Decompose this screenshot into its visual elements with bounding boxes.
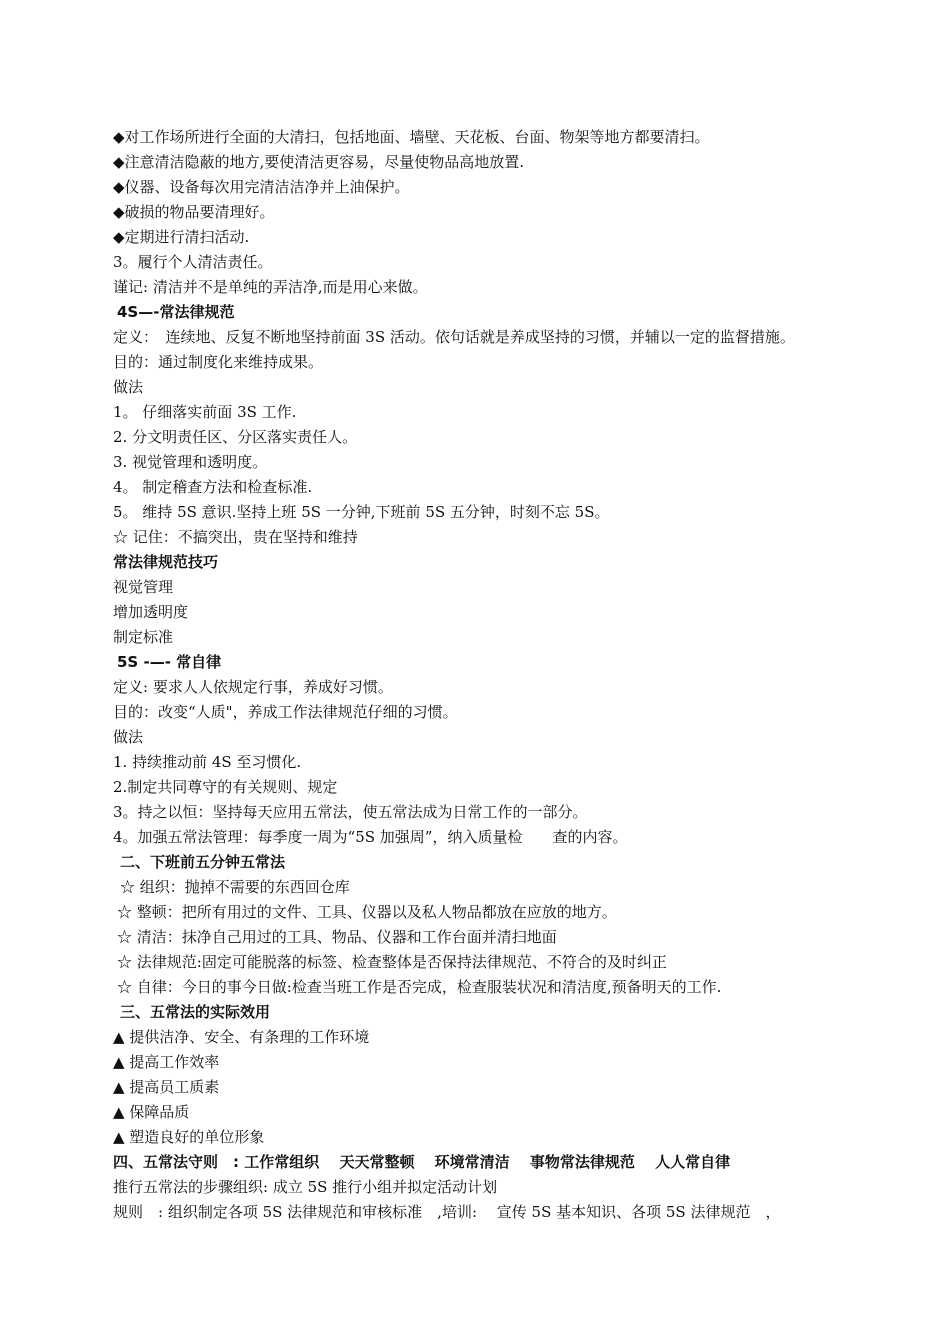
section-heading-three: 三、五常法的实际效用 xyxy=(120,1003,271,1021)
definition-4s: 定义： 连续地、反复不断地坚持前面 3S 活动。依句话就是养成坚持的习惯，并辅以一定的监督措施。 xyxy=(113,328,795,346)
list-item: 制定标准 xyxy=(113,628,174,646)
purpose-4s: 目的：通过制度化来维持成果。 xyxy=(113,353,324,371)
triangle-item: ▲ 提高工作效率 xyxy=(113,1053,220,1071)
steps-text: 推行五常法的步骤组织: 成立 5S 推行小组并拟定活动计划 xyxy=(113,1178,498,1196)
purpose-5s: 目的：改变“人质"，养成工作法律规范仔细的习惯。 xyxy=(113,703,458,721)
list-item: 3. 视觉管理和透明度。 xyxy=(113,453,268,471)
remember-note: ☆ 记住：不搞突出，贵在坚持和维持 xyxy=(113,528,358,546)
triangle-item: ▲ 提供洁净、安全、有条理的工作环境 xyxy=(113,1028,370,1046)
list-item: 2. 分文明责任区、分区落实责任人。 xyxy=(113,428,358,446)
bullet-damaged-items: ◆破损的物品要清理好。 xyxy=(113,203,275,221)
list-item: 3。持之以恒：坚持每天应用五常法，使五常法成为日常工作的一部分。 xyxy=(113,803,588,821)
skills-heading: 常法律规范技巧 xyxy=(113,553,219,571)
triangle-item: ▲ 提高员工质素 xyxy=(113,1078,220,1096)
method-label: 做法 xyxy=(113,728,144,746)
section-heading-5s: 5S -—- 常自律 xyxy=(117,653,222,671)
definition-5s: 定义: 要求人人依规定行事，养成好习惯。 xyxy=(113,678,393,696)
list-item: 4。加强五常法管理：每季度一周为“5S 加强周”，纳入质量检 查的内容。 xyxy=(113,828,628,846)
bullet-equipment: ◆仪器、设备每次用完清洁洁净并上油保护。 xyxy=(113,178,410,196)
star-item: ☆ 自律：今日的事今日做:检查当班工作是否完成，检查服装状况和清洁度,预备明天的工作. xyxy=(117,978,722,996)
method-label: 做法 xyxy=(113,378,144,396)
section-heading-four: 四、五常法守则 : 工作常组织 天天常整顿 环境常清洁 事物常法律规范 人人常自律 xyxy=(113,1153,731,1171)
bullet-hidden-places: ◆注意清洁隐蔽的地方,要使清洁更容易，尽量使物品高地放置. xyxy=(113,153,525,171)
list-item: 视觉管理 xyxy=(113,578,174,596)
star-item: ☆ 组织：抛掉不需要的东西回仓库 xyxy=(120,878,350,896)
section-heading-two: 二、下班前五分钟五常法 xyxy=(120,853,286,871)
bullet-clean-all: ◆对工作场所进行全面的大清扫，包括地面、墙壁、天花板、台面、物架等地方都要清扫。 xyxy=(113,128,710,146)
triangle-item: ▲ 塑造良好的单位形象 xyxy=(113,1128,265,1146)
list-item: 1. 持续推动前 4S 至习惯化. xyxy=(113,753,302,771)
star-item: ☆ 清洁：抹净自己用过的工具、物品、仪器和工作台面并清扫地面 xyxy=(117,928,557,946)
bullet-regular-cleaning: ◆定期进行清扫活动. xyxy=(113,228,250,246)
list-item: 4。 制定稽查方法和检查标准. xyxy=(113,478,313,496)
document-page xyxy=(113,125,853,1225)
list-item: 5。 维持 5S 意识.坚持上班 5S 一分钟,下班前 5S 五分钟，时刻不忘 5S。 xyxy=(113,503,610,521)
star-item: ☆ 整顿：把所有用过的文件、工具、仪器以及私人物品都放在应放的地方。 xyxy=(117,903,617,921)
list-item: 2.制定共同尊守的有关规则、规定 xyxy=(113,778,338,796)
triangle-item: ▲ 保障品质 xyxy=(113,1103,190,1121)
note-text: 谨记: 清洁并不是单纯的弄洁净,而是用心来做。 xyxy=(113,278,428,296)
rules-text: 规则 : 组织制定各项 5S 法律规范和审核标准 ,培训: 宣传 5S 基本知识、各项 5S 法律规范 ， xyxy=(113,1203,781,1221)
list-item: 3。履行个人清洁责任。 xyxy=(113,253,273,271)
star-item: ☆ 法律规范:固定可能脱落的标签、检查整体是否保持法律规范、不符合的及时纠正 xyxy=(117,953,667,971)
list-item: 1。 仔细落实前面 3S 工作. xyxy=(113,403,297,421)
section-heading-4s: 4S—-常法律规范 xyxy=(117,303,235,321)
list-item: 增加透明度 xyxy=(113,603,189,621)
